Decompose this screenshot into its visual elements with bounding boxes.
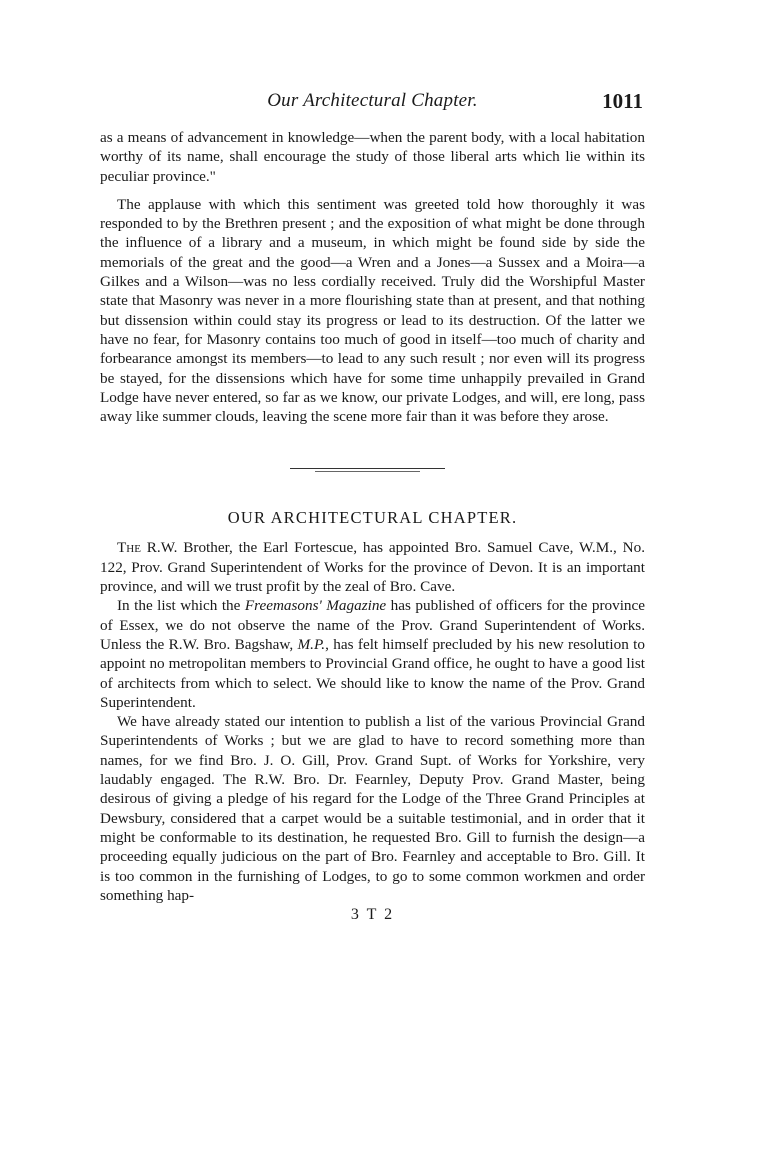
divider-rule bbox=[290, 468, 445, 469]
divider-rule-short bbox=[315, 471, 420, 472]
section-heading: OUR ARCHITECTURAL CHAPTER. bbox=[227, 508, 518, 528]
paragraph-essex-text-a: In the list which the bbox=[117, 597, 245, 615]
mp-abbrev: M.P. bbox=[297, 635, 326, 653]
paragraph-applause: The applause with which this sentiment was greeted told how thoroughly it was responded to by the Brethren present ; and the exposition of what might be done through the influence of a library and a museum, in which might be found side by side the memorials of the great and the good—a Wren and a Jones—a Sussex and a Moira—a Gilkes and a Wilson—was no less cordially received. Truly did the Worshipful Master state that Masonry was never in a more flourishing state than at present, and that nothing but dissension within could stay its progress or lead to its destruction. Of the latter we have no fear, for Masonry contains too much of good in itself—too much of charity and forbearance amongst its members—to lead to any such result ; nor even will its progress be stayed, for the dissensions which have for some time unhappily prevailed in Grand Lodge have never entered, so far as we know, our private Lodges, and will, ere long, pass away like summer clouds, leaving the scene more fair than it was before they arose. bbox=[100, 195, 645, 426]
paragraph-yorkshire: We have already stated our intention to publish a list of the various Provincial Grand Superintendents of Works ; but we are glad to have to record something more than names, for we find Bro. J. O. Gill, Prov. Grand Supt. of Works for Yorkshire, very laudably engaged. The R.W. Bro. Dr. Fearnley, Deputy Prov. Grand Master, being desirous of giving a pledge of his regard for the Lodge of the Three Grand Principles at Dewsbury, considered that a carpet would be a suitable testimonial, and in order that it might be conformable to its destination, he requested Bro. Gill to furnish the design—a proceeding equally judicious on the part of Bro. Fearnley and acceptable to Bro. Gill. It is too common in the furnishing of Lodges, to go to some common workmen and order something hap- bbox=[100, 713, 645, 904]
running-title: Our Architectural Chapter. bbox=[267, 90, 478, 111]
paragraph-essex bbox=[100, 596, 645, 712]
document-page bbox=[100, 90, 645, 924]
page-number: 1011 bbox=[602, 89, 643, 113]
section-divider bbox=[100, 426, 645, 496]
paragraph-essex-text-b: has published of officers for the province of Essex, we do not observe the name of the Prov. Grand Superintendent of Works. Unless the R.W. Bro. Bagshaw, bbox=[100, 597, 645, 653]
paragraph-appointment bbox=[100, 538, 645, 596]
paragraph-continuation: as a means of advancement in knowledge—when the parent body, with a local habitation worthy of its name, shall encourage the study of those liberal arts which lie within its peculiar province." bbox=[100, 129, 645, 185]
paragraph-essex-text-c: , has felt himself precluded by his new resolution to appoint no metropolitan members to Provincial Grand office, he ought to have a good list of architects from which to select. We should like to know the name of the Prov. Grand Superintendent. bbox=[100, 635, 645, 711]
paragraph-lead-word: The bbox=[117, 539, 141, 557]
printer-signature: 3 T 2 bbox=[350, 906, 395, 924]
magazine-title: Freemasons' Magazine bbox=[244, 597, 387, 615]
running-header bbox=[100, 90, 645, 120]
paragraph-appointment-text: R.W. Brother, the Earl Fortescue, has appointed Bro. Samuel Cave, W.M., No. 122, Prov. Grand Superintendent of Works for the province of Devon. It is an important province, and will we trust profit by the zeal of Bro. Cave. bbox=[100, 539, 645, 596]
